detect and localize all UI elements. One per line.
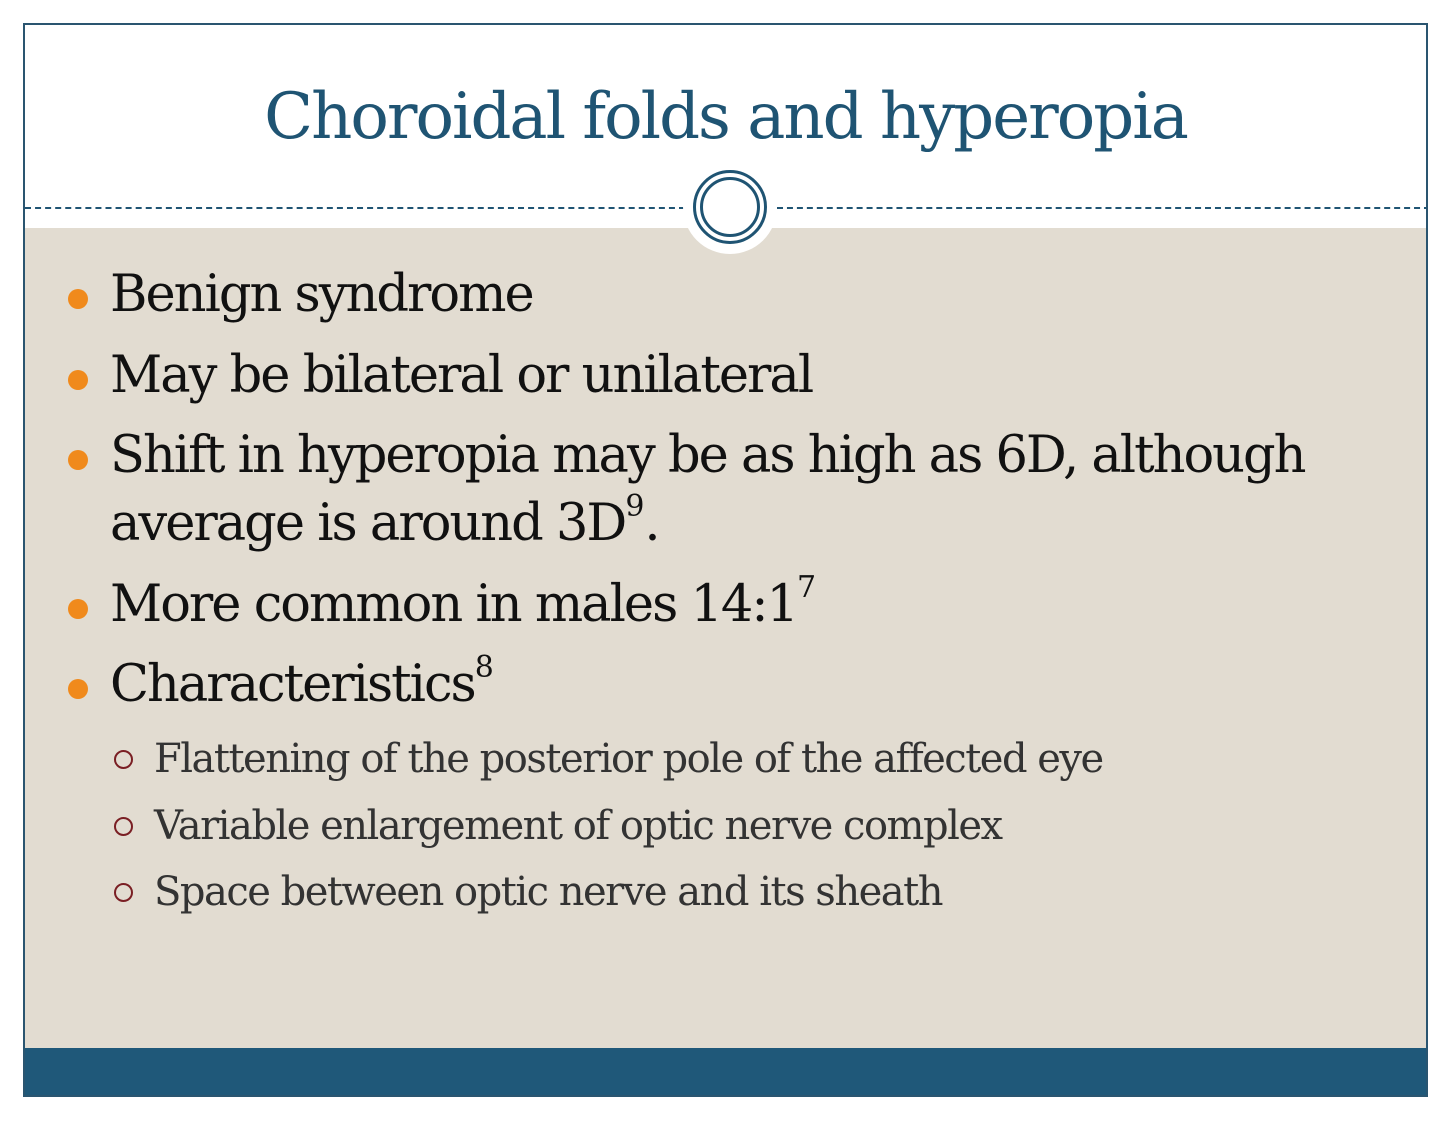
bullet-dot-icon — [68, 679, 88, 699]
sub-bullet-enlargement: Variable enlargement of optic nerve complex — [154, 803, 1002, 849]
bullet-more-common-males — [110, 571, 816, 639]
bullet-list — [25, 228, 1426, 1048]
footer-bar — [25, 1048, 1426, 1097]
divider-inner-circle-icon — [700, 177, 760, 237]
bullet-text: Benign syndrome — [110, 265, 533, 324]
bullet-text: May be bilateral or unilateral — [110, 346, 813, 405]
sub-bullet-ring-icon — [114, 883, 133, 902]
sub-bullet-space: Space between optic nerve and its sheath — [154, 869, 942, 915]
bullet-benign-syndrome — [110, 261, 533, 329]
citation-superscript: 7 — [797, 570, 817, 605]
title-divider-right — [777, 207, 1428, 209]
bullet-text-tail: . — [644, 494, 659, 553]
bullet-shift-hyperopia-line1 — [110, 422, 1305, 490]
bullet-bilateral-unilateral — [110, 342, 812, 410]
bullet-text: Characteristics — [110, 655, 475, 714]
bullet-dot-icon — [68, 289, 88, 309]
sub-bullet-ring-icon — [114, 817, 133, 836]
title-divider-left — [25, 207, 685, 209]
bullet-text: Shift in hyperopia may be as high as 6D, although — [110, 426, 1305, 485]
sub-bullet-flattening: Flattening of the posterior pole of the affected eye — [154, 736, 1103, 782]
slide-title: Choroidal folds and hyperopia — [264, 80, 1187, 154]
citation-superscript: 9 — [625, 489, 645, 524]
content-area — [25, 228, 1426, 1048]
citation-superscript: 8 — [474, 650, 494, 685]
bullet-shift-hyperopia-line2 — [110, 490, 659, 558]
slide-frame — [23, 23, 1428, 1097]
sub-bullet-ring-icon — [114, 750, 133, 769]
bullet-text: average is around 3D — [110, 494, 626, 553]
bullet-characteristics — [110, 651, 494, 719]
bullet-dot-icon — [68, 370, 88, 390]
bullet-text: More common in males 14:1 — [110, 575, 797, 634]
bullet-dot-icon — [68, 450, 88, 470]
bullet-dot-icon — [68, 599, 88, 619]
